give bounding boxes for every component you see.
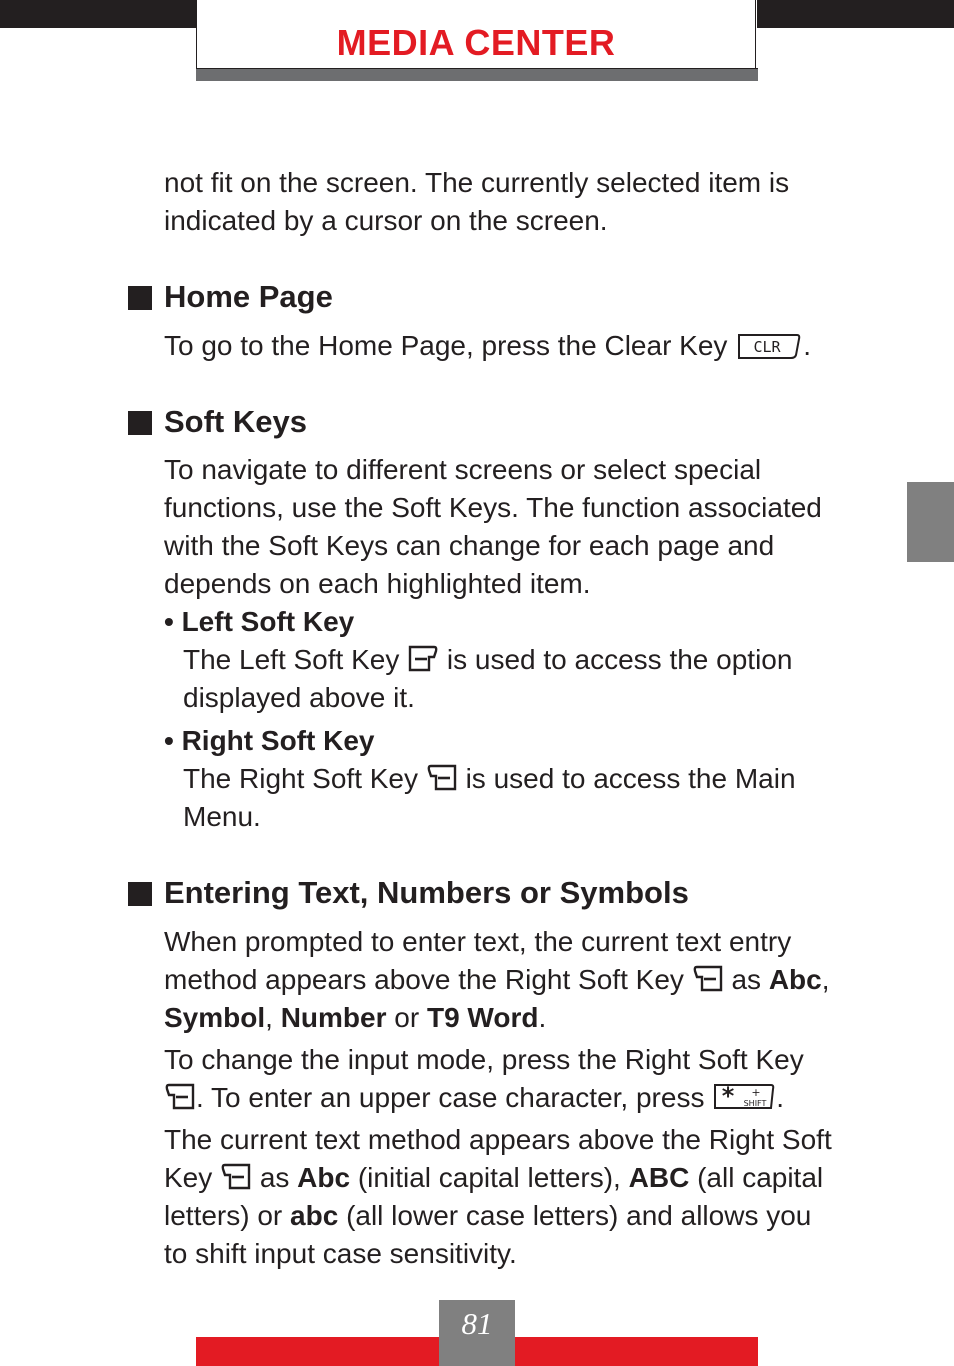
entering-p3-text: letters) or	[164, 1200, 283, 1231]
soft-keys-line-1: To navigate to different screens or select special	[164, 454, 762, 485]
right-soft-key-line-2: Menu.	[183, 801, 261, 832]
left-soft-key-text-after: is used to access the option	[446, 644, 793, 675]
right-soft-key-text-after: is used to access the Main	[465, 763, 796, 794]
section-bullet-square	[128, 882, 152, 906]
right-soft-key-line-1	[183, 760, 894, 798]
comma: ,	[821, 964, 830, 995]
entering-p1-text: method appears above the Right Soft Key	[164, 964, 684, 995]
section-bullet-square	[128, 411, 152, 435]
period: .	[538, 1002, 547, 1033]
comma: ,	[265, 1002, 273, 1033]
home-page-heading-text: Home Page	[164, 279, 333, 314]
header-bar-left	[0, 0, 197, 28]
right-soft-key-icon	[164, 1082, 196, 1112]
left-soft-key-line-2: displayed above it.	[183, 682, 415, 713]
page-number: 81	[461, 1306, 493, 1341]
shift-label: SHIFT	[743, 1098, 767, 1108]
entering-p1-line-3	[164, 999, 894, 1037]
entering-p3-line-1: The current text method appears above the Right Soft	[164, 1124, 832, 1155]
intro-line-1: not fit on the screen. The currently selected item is	[164, 167, 790, 198]
mode-lower-case: abc	[290, 1200, 339, 1231]
mode-abc: Abc	[297, 1162, 351, 1193]
soft-keys-heading	[164, 403, 894, 441]
entering-p3-line-2	[164, 1159, 894, 1197]
entering-p2-line-1: To change the input mode, press the Right Soft Key	[164, 1044, 804, 1075]
right-soft-key-title: • Right Soft Key	[164, 725, 375, 756]
home-page-heading	[164, 278, 894, 316]
mode-number: Number	[280, 1002, 387, 1033]
soft-keys-line-3: with the Soft Keys can change for each page and	[164, 530, 775, 561]
entering-p3-line-4: to shift input case sensitivity.	[164, 1238, 517, 1269]
entering-p1-line-1: When prompted to enter text, the current text entry	[164, 926, 792, 957]
period: .	[776, 1082, 785, 1113]
clr-key-label: CLR	[753, 337, 781, 356]
svg-text:+: +	[751, 1085, 761, 1099]
mode-abc: Abc	[768, 964, 822, 995]
star-shift-key-icon	[712, 1082, 776, 1112]
entering-p3-initial: (initial capital letters),	[357, 1162, 621, 1193]
left-soft-key-line-1	[183, 641, 894, 679]
entering-p1-as: as	[731, 964, 762, 995]
header-tab-underline	[196, 68, 758, 81]
entering-or: or	[394, 1002, 420, 1033]
mode-symbol: Symbol	[164, 1002, 266, 1033]
entering-p3-as: as	[259, 1162, 290, 1193]
svg-text:*: *	[721, 1081, 735, 1110]
soft-keys-line-4: depends on each highlighted item.	[164, 568, 591, 599]
mode-all-caps: ABC	[628, 1162, 690, 1193]
entering-p2-line-2	[164, 1079, 894, 1117]
main-content	[164, 164, 894, 1273]
left-soft-key-icon	[407, 644, 439, 674]
home-page-text-before: To go to the Home Page, press the Clear Key	[164, 330, 728, 361]
soft-keys-heading-text: Soft Keys	[164, 404, 307, 439]
entering-text-heading-text: Entering Text, Numbers or Symbols	[164, 875, 689, 910]
page-header-title: MEDIA CENTER	[336, 22, 616, 63]
entering-p3-all-cap: (all capital	[697, 1162, 824, 1193]
side-thumb-tab	[907, 482, 954, 562]
entering-p1-line-2	[164, 961, 894, 999]
header-bar-right	[757, 0, 954, 28]
right-soft-key-icon	[426, 763, 458, 793]
entering-p3-line-3	[164, 1197, 894, 1235]
right-soft-key-icon	[692, 964, 724, 994]
soft-keys-line-2: functions, use the Soft Keys. The function associated	[164, 492, 822, 523]
clr-key-icon	[735, 331, 803, 361]
entering-text-heading	[164, 874, 894, 912]
intro-line-2: indicated by a cursor on the screen.	[164, 205, 608, 236]
entering-p3-text: (all lower case letters) and allows you	[346, 1200, 812, 1231]
home-page-text	[164, 327, 894, 365]
right-soft-key-icon	[220, 1162, 252, 1192]
home-page-text-after: .	[803, 330, 811, 361]
section-bullet-square	[128, 286, 152, 310]
right-soft-key-text-before: The Right Soft Key	[183, 763, 419, 794]
entering-p2-text: . To enter an upper case character, press	[196, 1082, 705, 1113]
left-soft-key-title: • Left Soft Key	[164, 606, 355, 637]
mode-t9-word: T9 Word	[426, 1002, 539, 1033]
left-soft-key-text-before: The Left Soft Key	[183, 644, 400, 675]
entering-p3-key-word: Key	[164, 1162, 213, 1193]
